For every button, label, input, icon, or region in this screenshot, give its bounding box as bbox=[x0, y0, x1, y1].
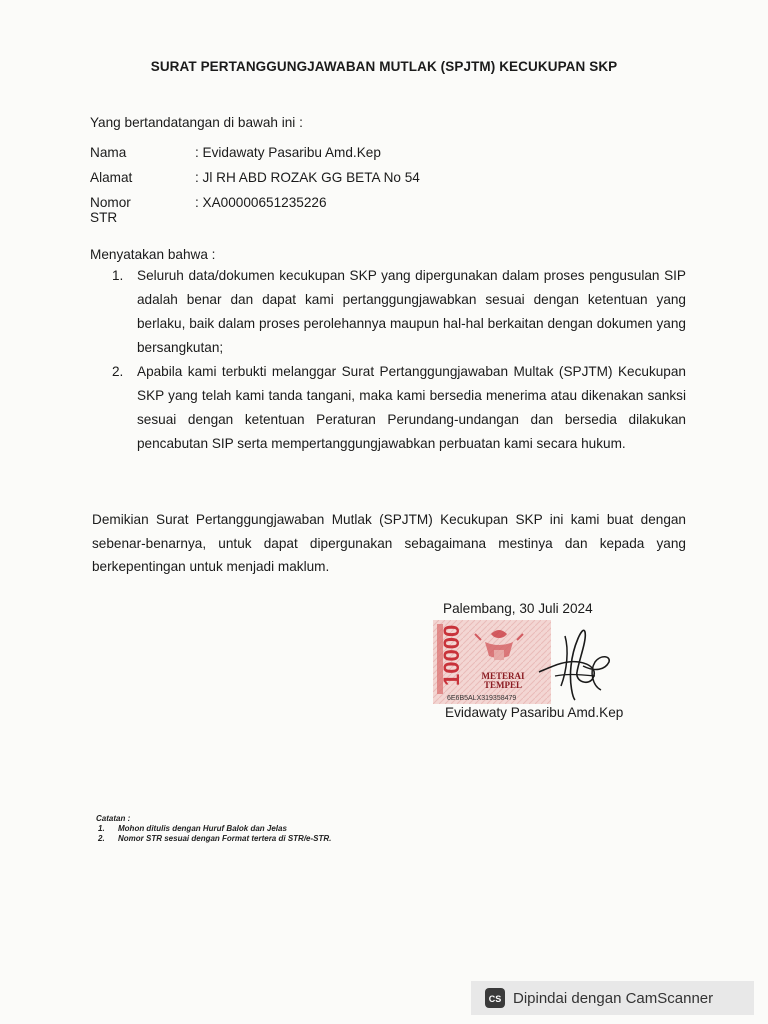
signature-image bbox=[535, 626, 615, 704]
statement-number: 1. bbox=[112, 268, 124, 283]
identity-label: Nama bbox=[90, 145, 127, 160]
closing-paragraph: Demikian Surat Pertanggungjawaban Mutlak (SPJTM) Kecukupan SKP ini kami buat dengan sebenar-benarnya, untuk dapat dipergunakan sebagaimana mestinya dan kepada yang berkepentingan untuk menjadi maklum. bbox=[92, 512, 686, 574]
note-item bbox=[96, 834, 331, 844]
identity-value: : XA00000651235226 bbox=[195, 195, 327, 210]
stamp-label-1: METERAI bbox=[481, 671, 525, 681]
statement-item bbox=[112, 360, 686, 456]
note-text: Mohon ditulis dengan Huruf Balok dan Jelas bbox=[118, 824, 287, 833]
signer-name: Evidawaty Pasaribu Amd.Kep bbox=[445, 705, 624, 720]
camscanner-badge bbox=[471, 981, 754, 1015]
stamp-serial: 6E6B5ALX319358479 bbox=[447, 695, 517, 702]
document-title: SURAT PERTANGGUNGJAWABAN MUTLAK (SPJTM) KECUKUPAN SKP bbox=[150, 59, 618, 74]
statement-number: 2. bbox=[112, 364, 124, 379]
statement-intro: Menyatakan bahwa : bbox=[90, 247, 216, 262]
note-item bbox=[96, 824, 331, 834]
stamp-value: 10000 bbox=[439, 624, 464, 686]
identity-value: : Evidawaty Pasaribu Amd.Kep bbox=[195, 145, 381, 160]
svg-text:CS: CS bbox=[488, 994, 502, 1004]
note-number: 1. bbox=[98, 824, 105, 833]
notes-title: Catatan : bbox=[96, 814, 131, 823]
identity-value: : Jl RH ABD ROZAK GG BETA No 54 bbox=[195, 170, 420, 185]
notes-block bbox=[96, 814, 331, 844]
statement-text: Seluruh data/dokumen kecukupan SKP yang dipergunakan dalam proses pengusulan SIP adalah benar dan dapat kami pertanggungjawabkan sesuai dengan ketentuan yang berlaku, baik dalam proses perolehannya maupun hal-hal berkaitan dengan dokumen yang bersangkutan; bbox=[137, 268, 686, 355]
camscanner-text: Dipindai dengan CamScanner bbox=[513, 989, 714, 1007]
note-text: Nomor STR sesuai dengan Format tertera di STR/e-STR. bbox=[118, 834, 332, 843]
meterai-stamp bbox=[433, 620, 551, 704]
identity-label: Nomor STR bbox=[90, 195, 131, 225]
identity-label: Alamat bbox=[90, 170, 133, 185]
intro-text: Yang bertandatangan di bawah ini : bbox=[90, 115, 303, 130]
statement-text: Apabila kami terbukti melanggar Surat Pertanggungjawaban Multak (SPJTM) Kecukupan SKP yang telah kami tanda tangani, maka kami bersedia menerima atau dikenakan sanksi sesuai dengan ketentuan Peraturan Perundang-undangan dan bersedia dilakukan pencabutan SIP serta mempertanggungjawabkan perbuatan kami secara hukum. bbox=[137, 364, 686, 451]
camscanner-logo-icon bbox=[485, 988, 505, 1008]
note-number: 2. bbox=[98, 834, 105, 843]
place-date: Palembang, 30 Juli 2024 bbox=[443, 601, 593, 616]
stamp-label-2: TEMPEL bbox=[483, 680, 523, 690]
statement-item bbox=[112, 264, 686, 360]
statement-list bbox=[112, 264, 686, 456]
